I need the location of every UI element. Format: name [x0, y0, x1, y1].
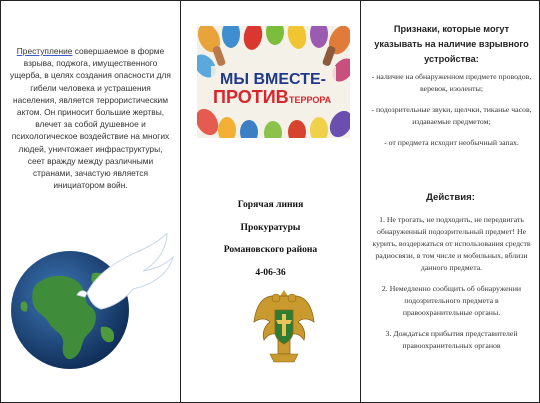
- terrorism-definition: [9, 45, 172, 191]
- sign-item: - от предмета исходит необычный запах.: [384, 138, 519, 147]
- signs-heading: Признаки, которые могут указывать на наличие взрывного устройства:: [374, 24, 529, 64]
- sign-item: - наличие на обнаруженном предмете проводов, веревок, изоленты;: [371, 72, 532, 93]
- signs-list: [371, 71, 532, 158]
- panel-middle: [181, 1, 361, 402]
- panel-right: [361, 1, 540, 402]
- prosecutor-emblem-icon: [252, 284, 316, 368]
- hotline-phone: 4-06-36: [255, 266, 286, 278]
- actions-heading: Действия:: [426, 192, 475, 203]
- poster-line2-big: ПРОТИВ: [213, 87, 289, 107]
- together-against-terror-poster: [197, 26, 350, 138]
- hotline-org: Прокуратуры: [240, 221, 301, 233]
- poster-line1: МЫ ВМЕСТЕ-: [220, 71, 326, 88]
- action-item: 2. Немедленно сообщить об обнаружении подозрительного предмета в правоохранительные органы.: [381, 284, 522, 317]
- hotline-title: Горячая линия: [237, 199, 304, 210]
- action-item: 3. Дождаться прибытия представителей правоохранительных органов: [385, 329, 518, 350]
- sign-item: - подозрительные звуки, щелчки, тиканье часов, издаваемые предметом;: [371, 105, 532, 126]
- hotline-block: [181, 194, 360, 284]
- globe-dove-illustration: [1, 233, 181, 393]
- panel-left: [1, 1, 181, 402]
- hotline-district: Романовского района: [223, 244, 318, 255]
- action-item: 1. Не трогать, не подходить, не передвигать обнаруженный подозрительный предмет! Не курить, воздержаться от использования средств радиосвязи, в том числе и мобильных, вблизи данного предмета.: [372, 215, 531, 272]
- poster-line2-small: ТЕРРОРА: [289, 95, 332, 105]
- keyword-crime: Преступление: [16, 46, 73, 56]
- definition-text: совершаемое в форме взрыва, поджога, имущественного ущерба, в целях создания опасности для гибели человека и устрашения населения, является террористическим актом. Он приносит большие жертвы, влечет за собой душевное и психологическое воздействие на многих людей, уничтожает инфраструктуры, сеет вражду между различными странами, зачастую является инициатором войн.: [10, 46, 171, 191]
- actions-list: [371, 214, 532, 361]
